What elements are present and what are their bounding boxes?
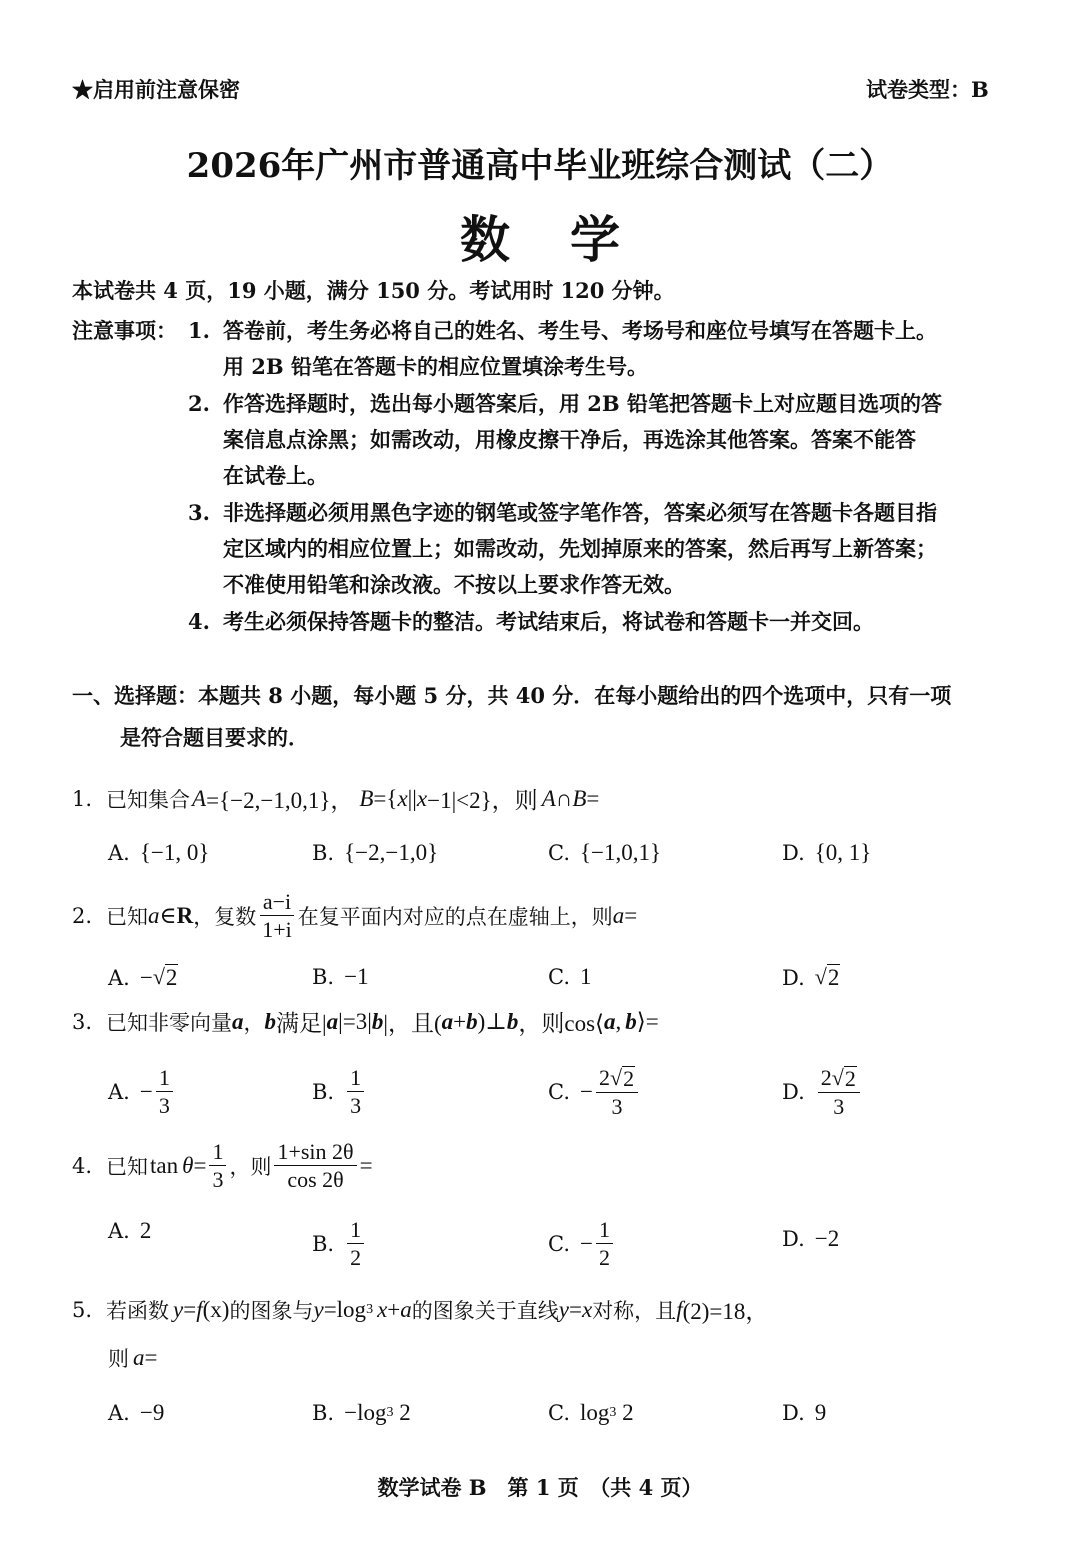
question-2	[72, 890, 637, 941]
option-c[interactable]	[548, 1066, 641, 1118]
stem-math: tan	[150, 1152, 179, 1178]
stem-math: =	[193, 1152, 207, 1178]
fraction-numerator: 1	[347, 1218, 364, 1244]
stem-math: =	[359, 1152, 373, 1178]
radicand: 2	[623, 1066, 635, 1091]
option-value: 1	[580, 964, 592, 989]
notes-label: 注意事项：	[72, 318, 177, 343]
confidential-notice: ★启用前注意保密	[72, 77, 240, 102]
stem-math: f	[196, 1296, 203, 1322]
fraction	[347, 1066, 364, 1117]
option-sign: −	[139, 1078, 153, 1104]
option-label: D.	[782, 1227, 805, 1251]
question-5	[72, 1293, 768, 1326]
fraction-numerator	[596, 1066, 638, 1093]
stem-math: +	[387, 1296, 401, 1322]
section-heading-cont: 是符合题目要求的．	[120, 725, 309, 750]
fraction-denominator: cos 2θ	[287, 1167, 344, 1193]
note-num: 1.	[188, 318, 210, 343]
option-d[interactable]	[782, 1066, 863, 1118]
note-text: 不准使用铅笔和涂改液。不按以上要求作答无效。	[223, 572, 685, 597]
option-label: A.	[108, 965, 130, 990]
radical-sign: √	[814, 964, 827, 989]
stem-math: =	[568, 1296, 582, 1322]
stem-math: y	[173, 1296, 184, 1322]
option-value: 2	[139, 1218, 152, 1243]
note-text: 作答选择题时，选出每小题答案后，用 2B 铅笔把答题卡上对应题目选项的答	[223, 391, 942, 416]
stem-math: a	[133, 1345, 145, 1370]
option-value: {0, 1}	[814, 840, 872, 865]
fraction	[596, 1218, 613, 1269]
stem-math: b	[506, 1008, 519, 1034]
stem-math: )⊥	[477, 1008, 507, 1034]
stem-text: 的图象与	[229, 1298, 314, 1323]
option-b[interactable]	[312, 1400, 411, 1426]
question-number: 1.	[72, 786, 93, 811]
log-base: 3	[386, 1405, 394, 1420]
stem-math: x	[377, 1296, 388, 1322]
stem-math: y	[313, 1296, 324, 1322]
option-label: D.	[782, 841, 805, 865]
stem-text: 满足|	[276, 1011, 327, 1036]
stem-math: x	[416, 785, 428, 811]
option-sign: −	[580, 1079, 593, 1105]
option-value: 9	[814, 1400, 827, 1425]
option-d[interactable]	[782, 1226, 839, 1252]
stem-math: |=3|	[338, 1008, 372, 1034]
question-1	[72, 782, 599, 815]
fraction-denominator: 3	[833, 1094, 845, 1120]
question-number: 2.	[72, 903, 93, 928]
option-value: −9	[139, 1400, 165, 1425]
fraction-denominator: 2	[598, 1245, 610, 1271]
stem-math: ||	[407, 785, 417, 811]
stem-math: ={−2,−1,0,1}，	[206, 788, 354, 813]
option-b[interactable]	[312, 1066, 367, 1117]
fraction-numerator: a−i	[260, 890, 294, 916]
stem-math: a	[326, 1008, 339, 1034]
section-heading: 一、选择题：本题共 8 小题，每小题 5 分，共 40 分．在每小题给出的四个选项中，只有一项	[72, 683, 952, 708]
radicand: 2	[844, 1066, 856, 1091]
option-a[interactable]	[108, 1066, 176, 1117]
option-label: B.	[312, 1079, 335, 1104]
sqrt-expr	[153, 964, 179, 991]
option-label: C.	[548, 841, 570, 865]
question-4	[72, 1140, 373, 1191]
option-label: C.	[548, 1231, 570, 1256]
exam-title: 2026年广州市普通高中毕业班综合测试（二）	[186, 146, 894, 186]
fraction-numerator: 1	[347, 1066, 364, 1092]
radical-sign: √	[609, 1065, 623, 1090]
fraction-denominator: 2	[350, 1245, 362, 1271]
coefficient: 2	[598, 1065, 610, 1090]
option-d[interactable]	[782, 1400, 826, 1426]
fraction-denominator: 3	[350, 1093, 362, 1119]
stem-text: 已知集合	[106, 787, 191, 812]
option-label: B.	[312, 1231, 335, 1256]
stem-math: ∈	[159, 902, 177, 928]
fraction	[156, 1066, 173, 1117]
paper-type: 试卷类型：B	[866, 77, 989, 102]
option-label: C.	[548, 1080, 570, 1105]
option-value: −2	[814, 1226, 840, 1251]
question-3	[72, 1005, 659, 1038]
option-label: B.	[312, 965, 335, 989]
stem-math: a	[148, 902, 160, 928]
option-a[interactable]	[108, 1400, 164, 1426]
option-value: −1	[344, 964, 369, 989]
stem-text: 的图象关于直线	[411, 1298, 559, 1323]
question-number: 3.	[72, 1009, 93, 1034]
option-label: B.	[312, 841, 335, 865]
stem-math: b	[264, 1008, 277, 1034]
note-text: 定区域内的相应位置上；如需改动，先划掉原来的答案，然后再写上新答案；	[223, 536, 937, 561]
stem-math: +	[453, 1008, 467, 1034]
option-c[interactable]	[548, 964, 592, 990]
option-d[interactable]	[782, 840, 871, 866]
option-value: {−2,−1,0}	[344, 840, 439, 865]
note-text: 考生必须保持答题卡的整洁。考试结束后，将试卷和答题卡一并交回。	[223, 609, 874, 634]
option-label: A.	[108, 1219, 130, 1243]
stem-math: =	[183, 1296, 197, 1322]
stem-math: (2)=18，	[682, 1299, 769, 1324]
note-text: 在试卷上。	[223, 463, 328, 488]
question-number: 4.	[72, 1153, 93, 1178]
stem-math: b	[371, 1008, 384, 1034]
sqrt-expr	[815, 964, 841, 991]
stem-text: 已知	[106, 1154, 149, 1179]
stem-math: R	[176, 902, 194, 928]
option-label: C.	[548, 1401, 570, 1425]
note-num: 3.	[188, 500, 210, 525]
stem-math: a	[612, 902, 625, 928]
option-c[interactable]	[548, 1400, 634, 1426]
stem-math: y	[558, 1296, 569, 1322]
log-base: 3	[366, 1301, 374, 1317]
option-b[interactable]	[312, 1218, 367, 1269]
stem-text: ，	[243, 1010, 265, 1035]
stem-math: ⟩=	[636, 1008, 659, 1034]
stem-text: 则	[108, 1347, 129, 1371]
option-label: C.	[548, 965, 570, 989]
stem-math: a	[400, 1296, 412, 1322]
stem-text: ，则cos⟨	[518, 1011, 605, 1036]
fraction-numerator: 1	[596, 1218, 613, 1244]
note-text: 用 2B 铅笔在答题卡的相应位置填涂考生号。	[223, 354, 648, 379]
stem-math: θ	[182, 1152, 194, 1178]
stem-text: ，复数	[193, 904, 257, 929]
stem-text: 在复平面内对应的点在虚轴上，则	[297, 904, 613, 929]
radicand: 2	[827, 965, 840, 990]
sqrt-expr	[832, 1066, 857, 1090]
stem-math: =	[586, 785, 600, 811]
option-label: D.	[782, 1080, 805, 1105]
option-label: B.	[312, 1401, 335, 1425]
page-footer: 数学试卷 B 第 1 页 （共 4 页）	[377, 1475, 703, 1500]
note-text: 答卷前，考生务必将自己的姓名、考生号、考场号和座位号填写在答题卡上。	[223, 318, 937, 343]
stem-math: b	[625, 1008, 637, 1034]
note-text: 非选择题必须用黑色字迹的钢笔或签字笔作答，答案必须写在答题卡各题目指	[223, 500, 937, 525]
option-label: D.	[782, 1401, 805, 1425]
option-value: {−1, 0}	[139, 840, 210, 865]
option-label: D.	[782, 965, 805, 990]
stem-text: 对称，且	[592, 1298, 677, 1323]
subject-title: 数学	[460, 210, 680, 269]
stem-math: (x)	[202, 1296, 230, 1322]
option-c[interactable]	[548, 1218, 616, 1269]
note-text: 案信息点涂黑；如需改动，用橡皮擦干净后，再选涂其他答案。答案不能答	[223, 427, 916, 452]
stem-math: =	[144, 1345, 158, 1370]
note-num: 4.	[188, 609, 210, 634]
stem-text: ，则	[229, 1154, 272, 1179]
coefficient: 2	[820, 1065, 832, 1090]
stem-math: A	[192, 785, 207, 811]
fraction-numerator: 1	[156, 1066, 173, 1092]
log-base: 3	[609, 1405, 617, 1420]
note-num: 2.	[188, 391, 210, 416]
stem-math: ,	[615, 1008, 622, 1034]
option-b[interactable]	[312, 840, 438, 866]
radical-sign: √	[831, 1065, 844, 1090]
option-a[interactable]	[108, 964, 178, 991]
stem-math: −1|<2}，则	[427, 788, 538, 813]
fraction	[209, 1140, 226, 1191]
radical-sign: √	[152, 964, 165, 989]
question-5-cont	[108, 1343, 157, 1373]
option-value: 2	[393, 1400, 411, 1425]
stem-math: b	[466, 1008, 478, 1034]
stem-text: 已知非零向量	[106, 1010, 233, 1035]
stem-math: =	[624, 902, 638, 928]
stem-math: A∩B	[541, 785, 587, 811]
stem-math: B	[359, 785, 374, 811]
question-number: 5.	[72, 1297, 93, 1322]
fraction	[596, 1066, 638, 1118]
stem-text: 若函数	[106, 1298, 170, 1323]
fraction	[274, 1140, 356, 1191]
option-label: A.	[108, 1079, 130, 1104]
fraction-numerator: 1+sin 2θ	[274, 1140, 356, 1166]
sqrt-expr	[610, 1066, 635, 1090]
option-a[interactable]	[108, 840, 209, 866]
fraction-denominator: 3	[158, 1093, 170, 1119]
fraction-denominator: 1+i	[262, 917, 292, 943]
option-value: {−1,0,1}	[580, 840, 662, 865]
stem-text: |，且(	[383, 1011, 442, 1036]
option-label: A.	[108, 1401, 130, 1425]
option-a[interactable]	[108, 1218, 151, 1244]
option-b[interactable]	[312, 964, 369, 990]
stem-math: f	[676, 1296, 683, 1322]
stem-math: a	[232, 1008, 244, 1034]
stem-math: ={	[373, 785, 398, 811]
exam-intro: 本试卷共 4 页，19 小题，满分 150 分。考试用时 120 分钟。	[72, 278, 675, 303]
stem-math: x	[397, 785, 408, 811]
option-c[interactable]	[548, 840, 661, 866]
fraction	[259, 890, 295, 941]
option-d[interactable]	[782, 964, 840, 991]
stem-math: =log	[323, 1296, 367, 1322]
option-value: −log	[344, 1400, 387, 1425]
fraction	[347, 1218, 364, 1269]
option-sign: −	[580, 1230, 593, 1256]
stem-math: a	[604, 1008, 616, 1034]
fraction-numerator: 1	[209, 1140, 226, 1166]
stem-math: a	[441, 1008, 454, 1034]
option-sign: −	[139, 964, 153, 990]
fraction-numerator	[818, 1066, 860, 1093]
fraction-denominator: 3	[611, 1094, 623, 1120]
fraction-denominator: 3	[212, 1167, 224, 1193]
stem-text: 已知	[106, 904, 149, 929]
option-label: A.	[108, 841, 130, 865]
option-value: log	[580, 1400, 610, 1425]
fraction	[818, 1066, 860, 1118]
stem-math: x	[581, 1296, 593, 1322]
radicand: 2	[165, 965, 178, 990]
option-value: 2	[616, 1400, 634, 1425]
